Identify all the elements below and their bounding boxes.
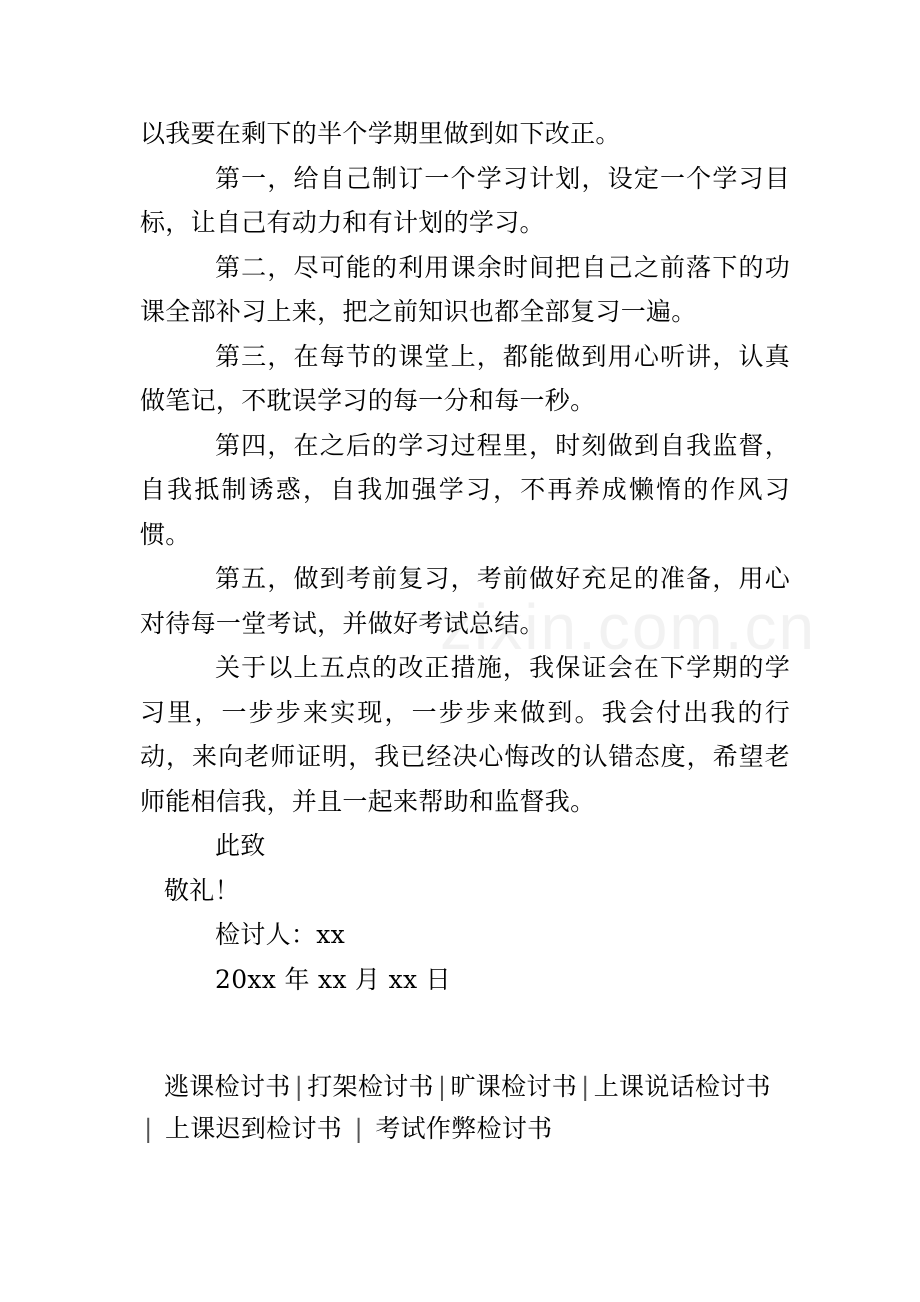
related-links-row-1 — [140, 1066, 790, 1108]
link-separator: | — [581, 1072, 590, 1101]
date: 20xx 年 xx 月 xx 日 — [215, 964, 451, 994]
related-links — [140, 1066, 790, 1150]
paragraph-item-5: 第五，做到考前复习，考前做好充足的准备，用心对待每一堂考试，并做好考试总结。 — [140, 564, 790, 638]
paragraph-intro: 以我要在剩下的半个学期里做到如下改正。 — [140, 119, 621, 148]
paragraph-item-4: 第四，在之后的学习过程里，时刻做到自我监督，自我抵制诱惑，自我加强学习，不再养成懒惰的作风习惯。 — [140, 430, 790, 549]
watermark: zixin.com.cn — [440, 591, 817, 663]
closing-regards: 敬礼！ — [164, 875, 240, 905]
link-separator: | — [437, 1072, 447, 1101]
link-talking-in-class[interactable]: 上课说话检讨书 — [593, 1072, 771, 1101]
related-links-row-2 — [140, 1108, 790, 1150]
paragraph-conclusion: 关于以上五点的改正措施，我保证会在下学期的学习里，一步步来实现，一步步来做到。我会付出我的行动，来向老师证明，我已经决心悔改的认错态度，希望老师能相信我，并且一起来帮助和监督我。 — [140, 653, 790, 816]
paragraph-item-3: 第三，在每节的课堂上，都能做到用心听讲，认真做笔记，不耽误学习的每一分和每一秒。 — [140, 341, 790, 415]
link-fighting[interactable]: 打架检讨书 — [307, 1072, 434, 1101]
paragraph-item-1: 第一，给自己制订一个学习计划，设定一个学习目标，让自己有动力和有计划的学习。 — [140, 163, 790, 237]
paragraph-item-2: 第二，尽可能的利用课余时间把自己之前落下的功课全部补习上来，把之前知识也都全部复习一遍。 — [140, 252, 790, 326]
closing-salutation: 此致 — [215, 831, 266, 860]
link-truancy[interactable]: 旷课检讨书 — [450, 1072, 578, 1101]
link-separator: | — [294, 1072, 304, 1101]
link-separator: | — [144, 1114, 153, 1143]
document-body — [140, 112, 790, 1002]
link-skip-class[interactable]: 逃课检讨书 — [164, 1072, 291, 1101]
link-separator: | — [354, 1114, 364, 1143]
signature: 检讨人：xx — [215, 920, 345, 949]
link-exam-cheating[interactable]: 考试作弊检讨书 — [375, 1114, 553, 1143]
link-late-for-class[interactable]: 上课迟到检讨书 — [164, 1114, 343, 1143]
